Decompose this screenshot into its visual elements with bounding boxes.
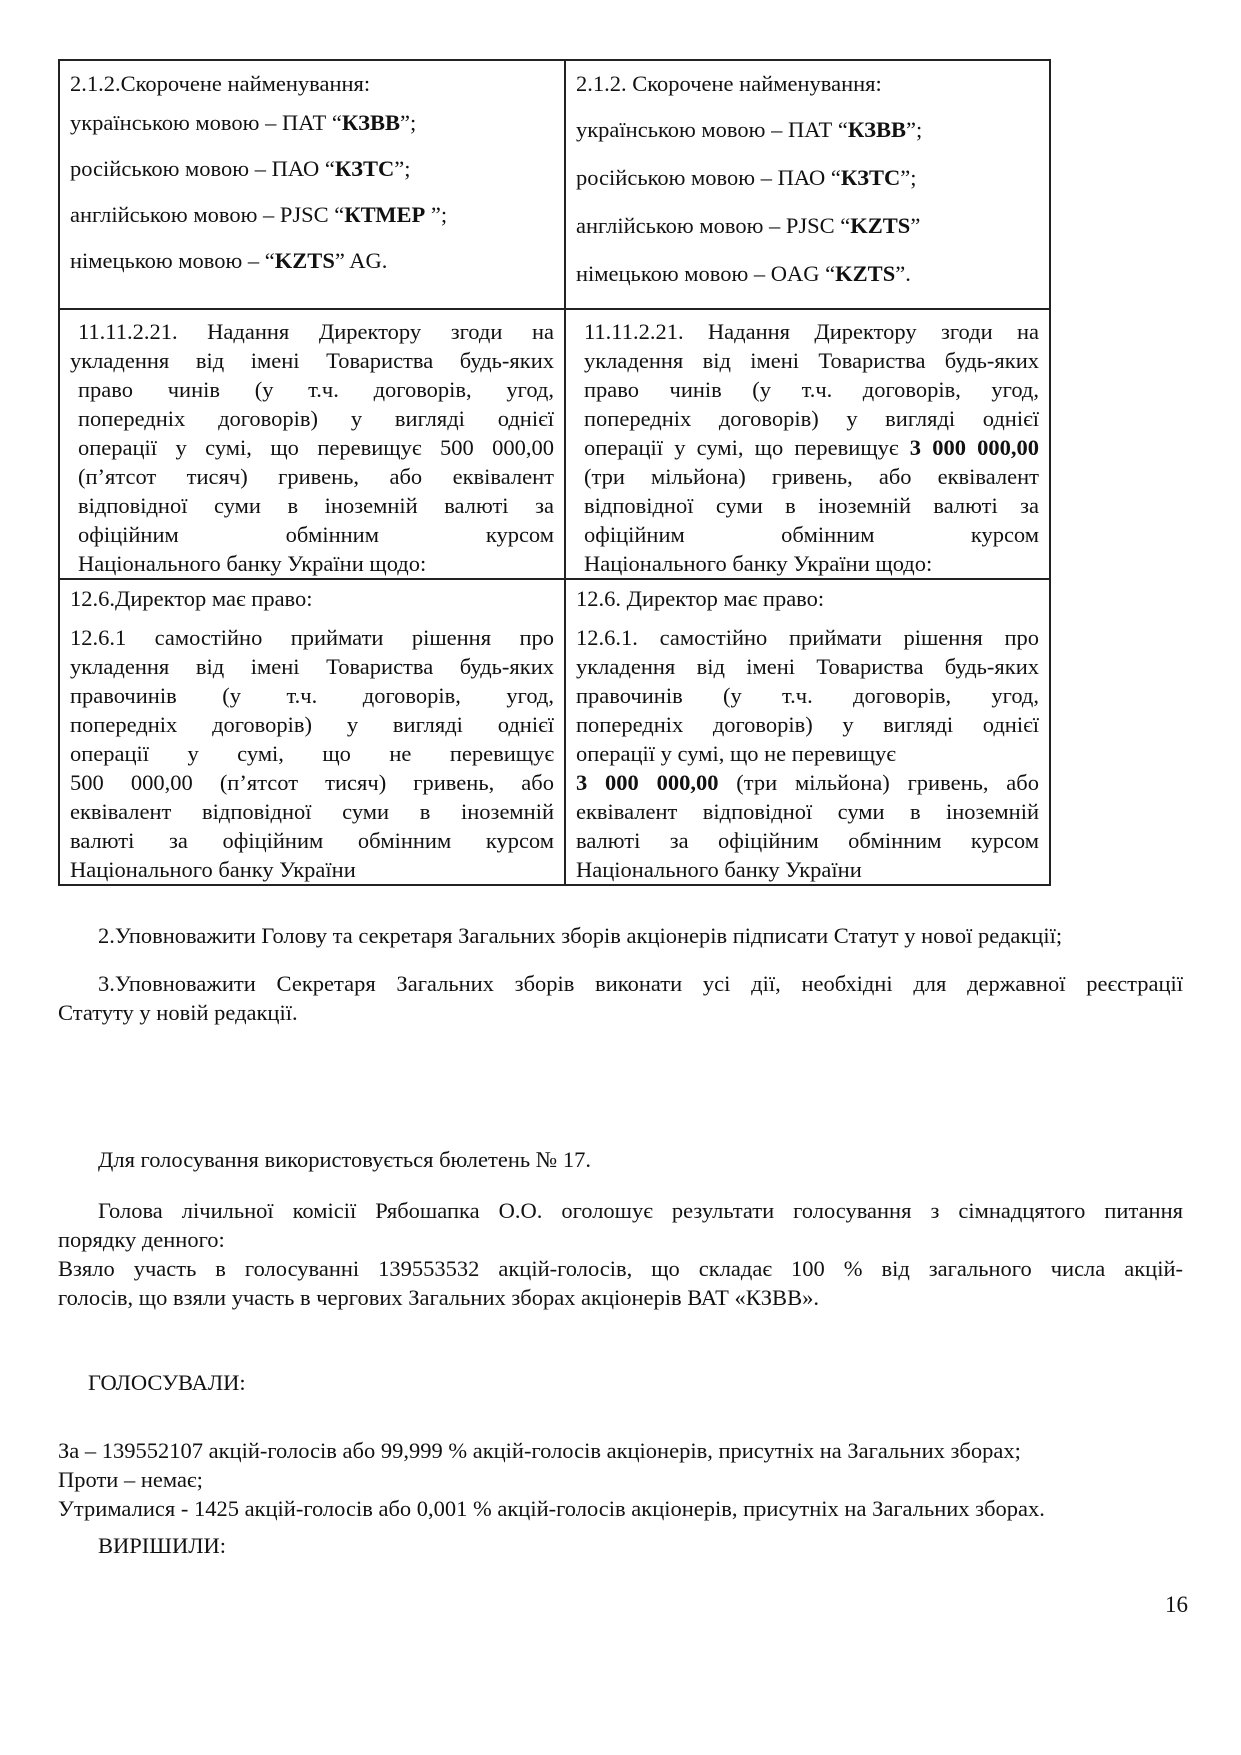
cell-heading: 2.1.2.Скорочене найменування:: [70, 71, 371, 96]
old-short-name-cell: [59, 60, 565, 309]
russian-name-line: російською мовою – ПАО “КЗТС”;: [576, 165, 917, 190]
vote-results: [58, 1436, 1218, 1523]
german-name-line: німецькою мовою – OAG “KZTS”.: [576, 261, 911, 286]
new-director-rights-cell: [565, 579, 1050, 885]
decided-heading: ВИРІШИЛИ:: [98, 1533, 226, 1558]
english-name-line: англійською мовою – PJSC “КТМЕР ”;: [70, 202, 448, 227]
statute-comparison-table: [58, 59, 1051, 886]
new-short-name-cell: [565, 60, 1050, 309]
old-consent-cell: [59, 309, 565, 579]
results-announcement-paragraph: Голова лічильної комісії Рябошапка О.О. оголошує результати голосування з сімнадцятого питання порядку денного: Взяло участь в голосуванні 139553532 акцій-голосів, що складає 100 % від загального числа акцій- голосів, що взяли участь в чергових Загальних зборах акціонерів ВАТ «КЗВВ».: [58, 1198, 1183, 1310]
cell-heading: 12.6. Директор має право:: [576, 586, 825, 611]
vote-for-line: За – 139552107 акцій-голосів або 99,999 % акцій-голосів акціонерів, присутніх на Загальних зборах;: [58, 1438, 1021, 1463]
new-threshold-amount: 3 000 000,00: [576, 770, 719, 795]
table-row: [59, 60, 1050, 309]
vote-against-line: Проти – немає;: [58, 1467, 203, 1492]
voted-heading: ГОЛОСУВАЛИ:: [88, 1370, 246, 1395]
page-number: 16: [1165, 1592, 1188, 1617]
cell-heading: 2.1.2. Скорочене найменування:: [576, 71, 882, 96]
authorize-secretary-paragraph: 3.Уповноважити Секретаря Загальних зборів виконати усі дії, необхідні для державної реєстрації Статуту у новій редакції.: [58, 971, 1183, 1025]
table-row: [59, 309, 1050, 579]
english-name-line: англійською мовою – PJSC “KZTS”: [576, 213, 921, 238]
ballot-paragraph: Для голосування використовується бюлетень № 17.: [98, 1147, 591, 1172]
authorize-chairman-paragraph: 2.Уповноважити Голову та секретаря Загальних зборів акціонерів підписати Статут у нової редакції;: [98, 923, 1063, 948]
new-threshold-amount: 3 000 000,00: [909, 435, 1039, 460]
table-row: [59, 579, 1050, 885]
clause-text: 12.6.1 самостійно приймати рішення про укладення від імені Товариства будь-яких правочинів (у т.ч. договорів, угод, попередніх договорів) у вигляді однієї операції у сумі, що не перевищує 500 000,00 (п’ятсот тисяч) гривень, або еквівалент відповідної суми в іноземній валюті за офіційним обмінним курсом Національного банку України: [70, 625, 554, 882]
vote-abstain-line: Утрималися - 1425 акцій-голосів або 0,001 % акцій-голосів акціонерів, присутніх на Загальних зборах.: [58, 1496, 1045, 1521]
ukrainian-name-line: українською мовою – ПАТ “КЗВВ”;: [70, 110, 417, 135]
clause-text: 12.6.1. самостійно приймати рішення про укладення від імені Товариства будь-яких правочинів (у т.ч. договорів, угод, попередніх договорів) у вигляді однієї операції у сумі, що не перевищує 3 000 000,00 (три мільйона) гривень, або еквівалент відповідної суми в іноземній валюті за офіційним обмінним курсом Національного банку України: [576, 625, 1039, 882]
cell-heading: 12.6.Директор має право:: [70, 586, 313, 611]
clause-text: 11.11.2.21. Надання Директору згоди на укладення від імені Товариства будь-яких право чинів (у т.ч. договорів, угод, попередніх договорів) у вигляді однієї операції у сумі, що перевищує 3 000 000,00 (три мільйона) гривень, або еквівалент відповідної суми в іноземній валюті за офіційним обмінним курсом Національного банку України щодо:: [584, 319, 1039, 576]
ukrainian-name-line: українською мовою – ПАТ “КЗВВ”;: [576, 117, 923, 142]
german-name-line: німецькою мовою – “KZTS” AG.: [70, 248, 388, 273]
russian-name-line: російською мовою – ПАО “КЗТС”;: [70, 156, 411, 181]
old-director-rights-cell: [59, 579, 565, 885]
clause-text: 11.11.2.21. Надання Директору згоди на укладення від імені Товариства будь-яких право чинів (у т.ч. договорів, угод, попередніх договорів) у вигляді однієї операції у сумі, що перевищує 500 000,00 (п’ятсот тисяч) гривень, або еквівалент відповідної суми в іноземній валюті за офіційним обмінним курсом Національного банку України щодо:: [70, 319, 554, 576]
new-consent-cell: [565, 309, 1050, 579]
